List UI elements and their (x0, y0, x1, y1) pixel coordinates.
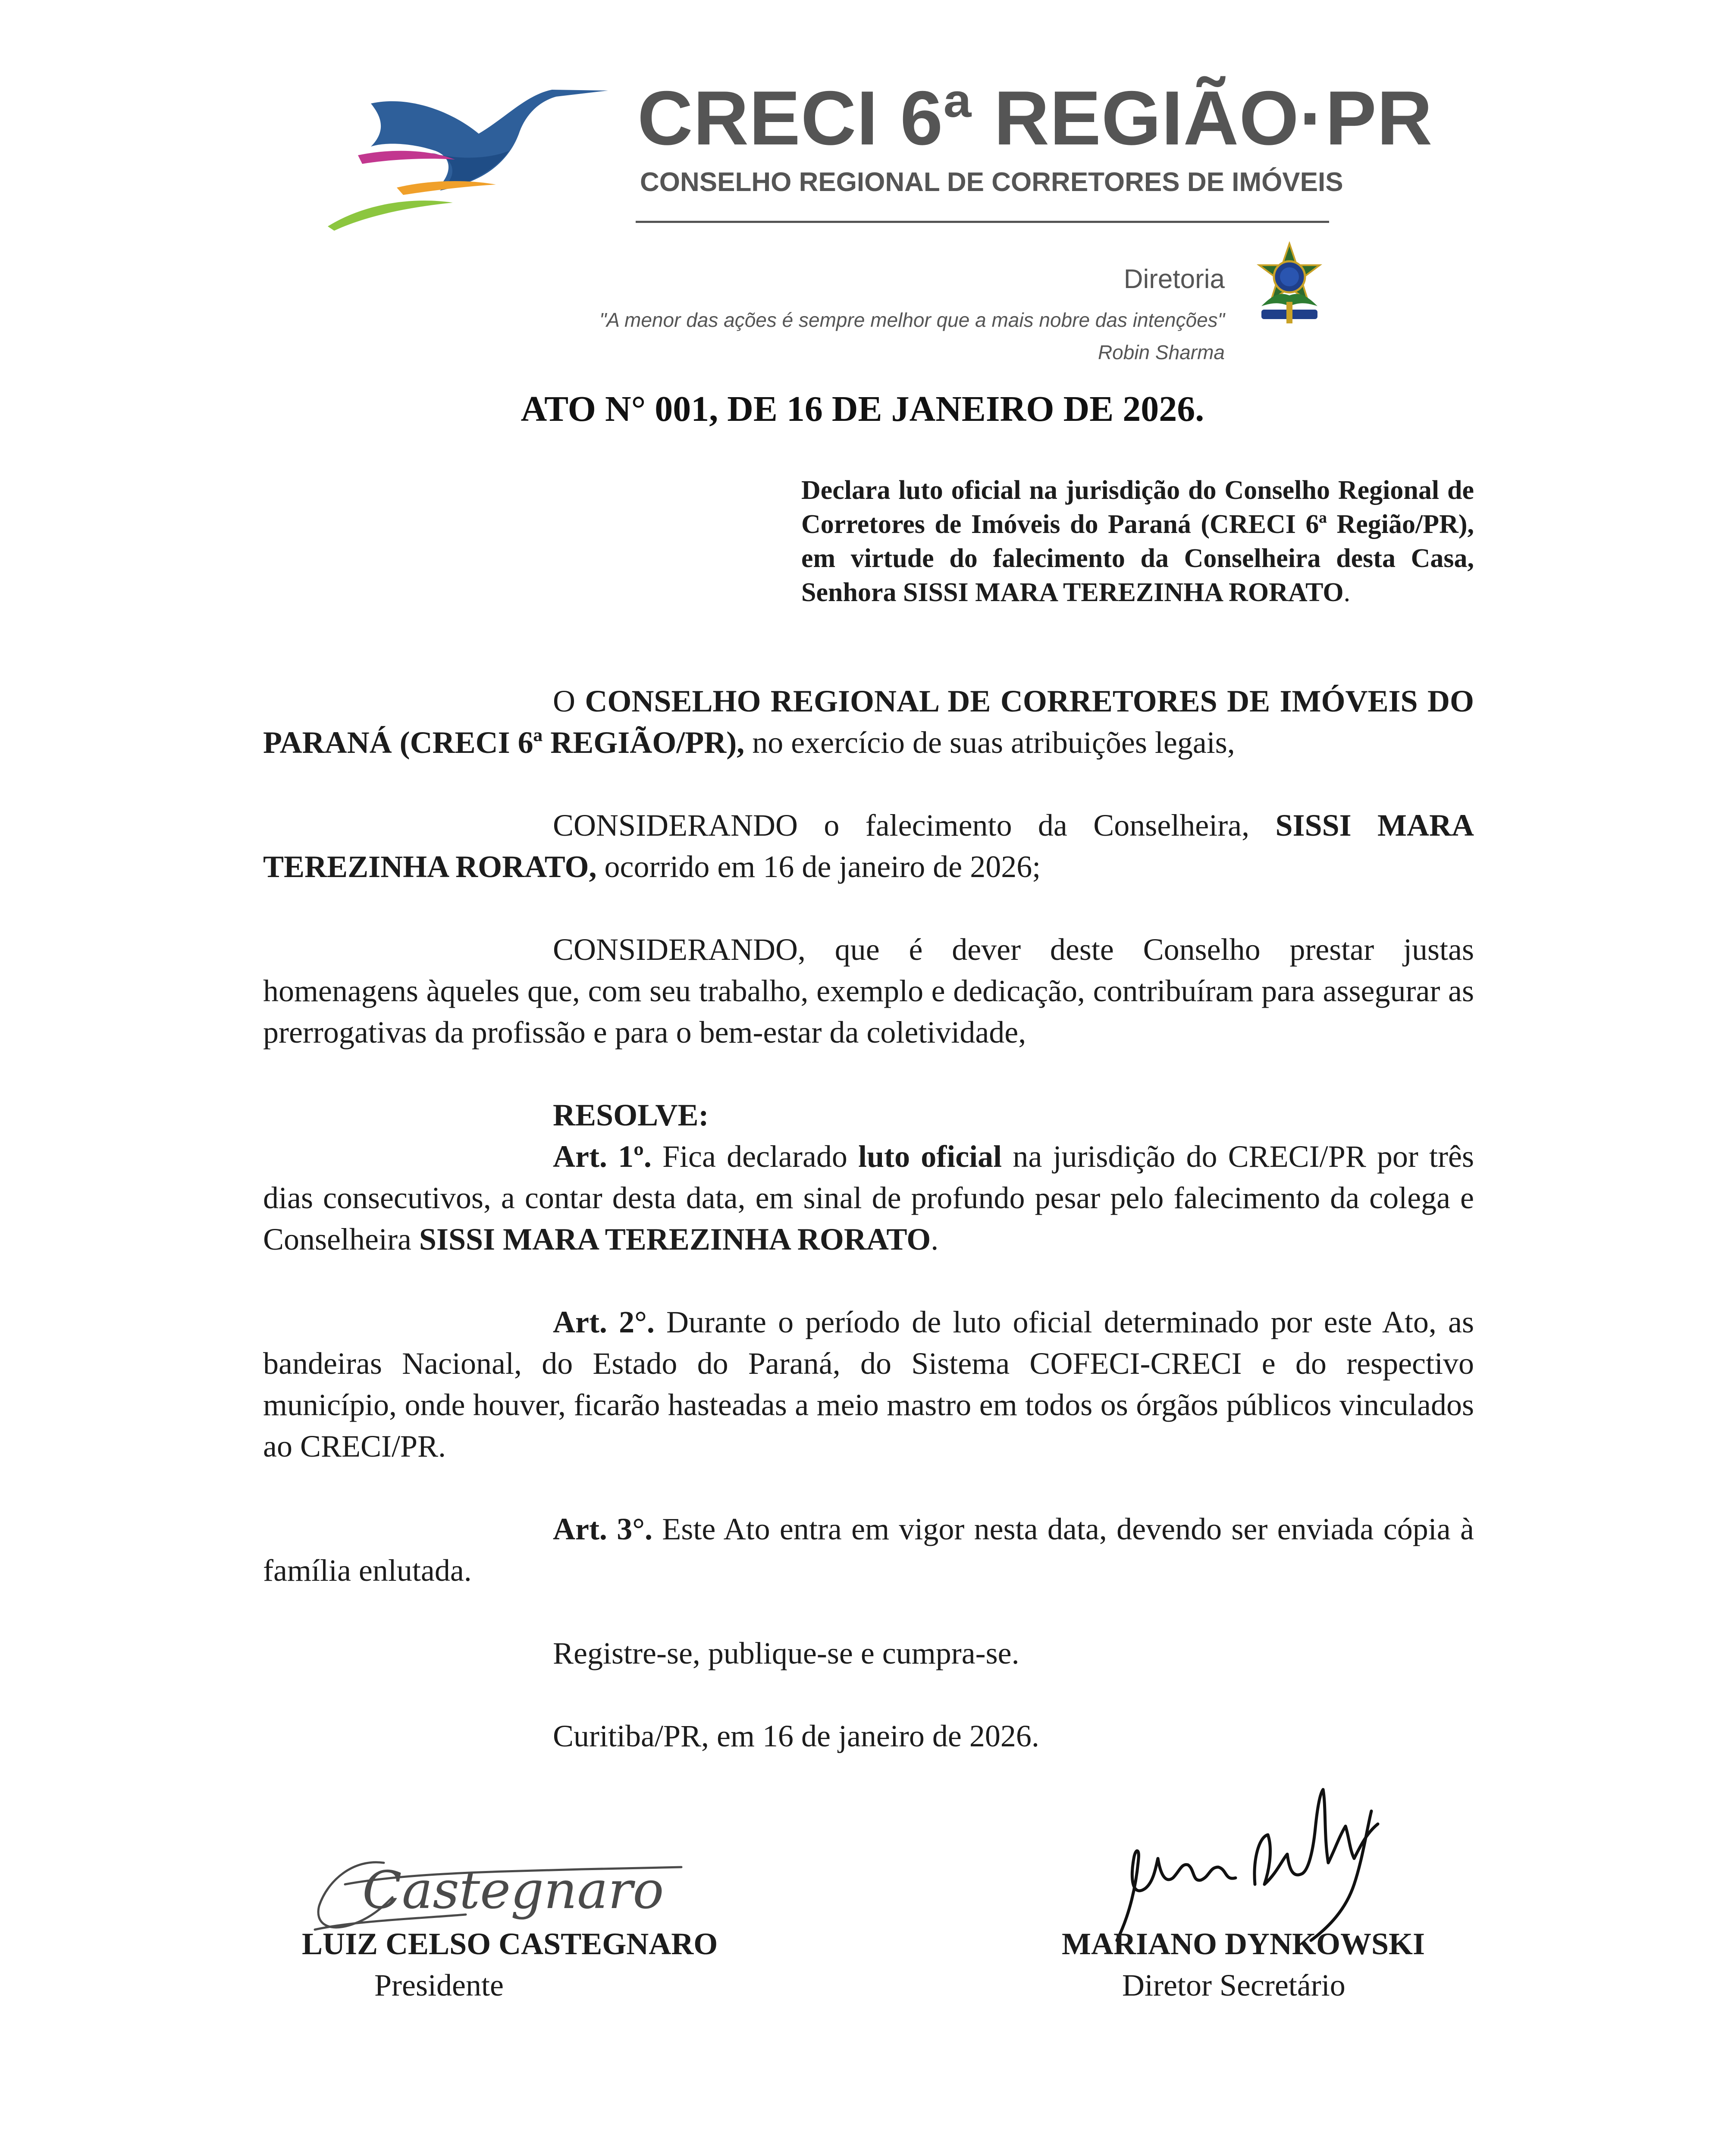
article-1-part2: na jurisdição do CRECI/PR por três dias consecutivos, a contar desta data, em sinal de profundo pesar pelo falecimento da colega e Conselheira (263, 1139, 1474, 1257)
preamble-prefix: O (553, 684, 585, 718)
place-and-date: Curitiba/PR, em 16 de janeiro de 2026. (553, 1719, 1039, 1753)
ementa-text: Declara luto oficial na jurisdição do Conselho Regional de Corretores de Imóveis do Paraná (CRECI 6ª Região/PR), em virtude do falecimento da Conselheira desta Casa, Senhora SISSI MARA TEREZINHA RORATO (801, 476, 1474, 607)
header-quote: "A menor das ações é sempre melhor que a mais nobre das intenções" (599, 309, 1225, 331)
header-divider (636, 221, 1329, 223)
article-1-name: SISSI MARA TEREZINHA RORATO (419, 1222, 931, 1257)
article-3-text: Este Ato entra em vigor nesta data, devendo ser enviada cópia à família enlutada. (263, 1512, 1474, 1588)
secretary-name: MARIANO DYNKOWSKI (1062, 1927, 1425, 1961)
brand-subtitle: CONSELHO REGIONAL DE CORRETORES DE IMÓVEIS (640, 167, 1343, 197)
resolve-heading (553, 1094, 1474, 1136)
brand-title: CRECI 6ª REGIÃO·PR (637, 75, 1433, 161)
president-signature-handwriting: Castegnaro (362, 1861, 664, 1921)
closing-formula: Registre-se, publique-se e cumpra-se. (553, 1636, 1019, 1670)
article-2-text: Durante o período de luto oficial determinado por este Ato, as bandeiras Nacional, do Estado do Paraná, do Sistema COFECI-CRECI e do respectivo município, onde houver, ficarão hasteadas a meio mastro em todos os órgãos públicos vinculados ao CRECI/PR. (263, 1305, 1474, 1463)
considering-1-paragraph (263, 805, 1474, 887)
department-label: Diretoria (1123, 264, 1225, 294)
ementa-period: . (1343, 578, 1351, 607)
article-2-paragraph (263, 1301, 1474, 1467)
article-1-part1: Fica declarado (651, 1139, 859, 1174)
president-role: Presidente (374, 1968, 504, 2002)
preamble-paragraph (263, 680, 1474, 763)
article-1-bold: luto oficial (858, 1139, 1002, 1174)
article-3-paragraph (263, 1508, 1474, 1591)
resolve-label: RESOLVE: (553, 1098, 709, 1132)
considering-1-name: SISSI MARA TEREZINHA RORATO, (263, 808, 1474, 884)
considering-1-rest: ocorrido em 16 de janeiro de 2026; (596, 849, 1041, 884)
considering-1-prefix: CONSIDERANDO o falecimento da Conselheira, (553, 808, 1276, 843)
preamble-rest: no exercício de suas atribuições legais, (744, 725, 1235, 760)
preamble-organization: CONSELHO REGIONAL DE CORRETORES DE IMÓVEIS DO PARANÁ (CRECI 6ª REGIÃO/PR), (263, 684, 1474, 760)
article-3-label: Art. 3°. (553, 1512, 653, 1546)
document-title: ATO N° 001, DE 16 DE JANEIRO DE 2026. (521, 389, 1204, 429)
secretary-role: Diretor Secretário (1122, 1968, 1346, 2002)
ementa (801, 473, 1474, 610)
hummingbird-logo-icon (323, 78, 617, 233)
article-2-label: Art. 2°. (553, 1305, 655, 1339)
quote-author: Robin Sharma (1098, 341, 1225, 364)
article-1-label: Art. 1º. (553, 1139, 652, 1174)
article-1-paragraph (263, 1136, 1474, 1260)
president-name: LUIZ CELSO CASTEGNARO (302, 1927, 718, 1961)
article-1-end: . (931, 1222, 939, 1257)
brazil-coat-of-arms-icon (1248, 241, 1330, 328)
considering-2-paragraph: CONSIDERANDO, que é dever deste Conselho prestar justas homenagens àqueles que, com seu trabalho, exemplo e dedicação, contribuíram para assegurar as prerrogativas da profissão e para o bem-estar da coletividade, (263, 932, 1474, 1050)
